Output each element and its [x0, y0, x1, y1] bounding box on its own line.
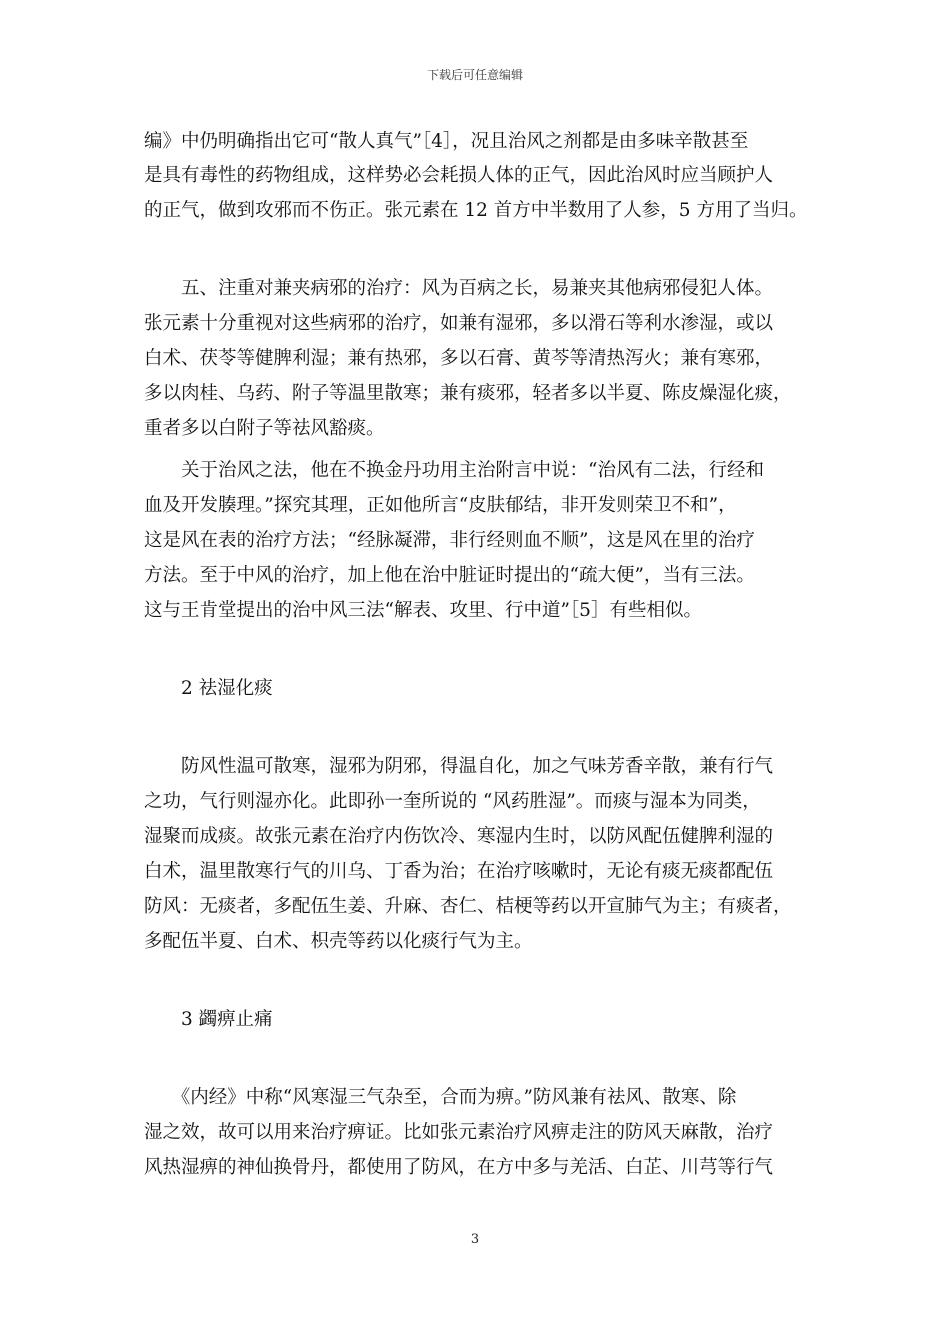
body-line: 防风：无痰者，多配伍生姜、升麻、杏仁、桔梗等药以开宣肺气为主；有痰者，	[144, 896, 792, 917]
page-number: 3	[470, 1232, 480, 1247]
section-heading: 3 蠲痹止痛	[144, 1009, 273, 1030]
body-line: 风热湿痹的神仙换骨丹，都使用了防风，在方中多与羌活、白芷、川芎等行气	[144, 1157, 774, 1178]
body-line: 是具有毒性的药物组成，这样势必会耗损人体的正气，因此治风时应当顾护人	[144, 165, 774, 186]
body-line: 多配伍半夏、白术、枳壳等药以化痰行气为主。	[144, 931, 533, 952]
section-heading: 2 祛湿化痰	[144, 678, 273, 699]
body-line: 五、注重对兼夹病邪的治疗：风为百病之长，易兼夹其他病邪侵犯人体。	[144, 278, 774, 299]
body-line: 方法。至于中风的治疗，加上他在治中脏证时提出的“疏大便”，当有三法。	[144, 565, 755, 586]
body-line: 张元素十分重视对这些病邪的治疗，如兼有湿邪，多以滑石等利水渗湿，或以	[144, 313, 774, 334]
body-line: 这与王肯堂提出的治中风三法“解表、攻里、行中道”［5］有些相似。	[144, 600, 702, 621]
body-line: 防风性温可散寒，湿邪为阴邪，得温自化，加之气味芳香辛散，兼有行气	[144, 756, 774, 777]
body-line: 这是风在表的治疗方法；“经脉凝滞，非行经则血不顺”，这是风在里的治疗	[144, 530, 755, 551]
body-line: 重者多以白附子等祛风豁痰。	[144, 418, 385, 439]
body-line: 关于治风之法，他在不换金丹功用主治附言中说：“治风有二法，行经和	[144, 460, 764, 481]
body-line: 《内经》中称“风寒湿三气杂至，合而为痹。”防风兼有祛风、散寒、除	[144, 1087, 737, 1108]
body-line: 白术，温里散寒行气的川乌、丁香为治；在治疗咳嗽时，无论有痰无痰都配伍	[144, 861, 774, 882]
body-line: 多以肉桂、乌药、附子等温里散寒；兼有痰邪，轻者多以半夏、陈皮燥湿化痰，	[144, 383, 792, 404]
body-line: 血及开发腠理。”探究其理，正如他所言“皮肤郁结，非开发则荣卫不和”，	[144, 495, 737, 516]
body-line: 湿聚而成痰。故张元素在治疗内伤饮冷、寒湿内生时，以防风配伍健脾利湿的	[144, 826, 774, 847]
body-line: 编》中仍明确指出它可“散人真气”［4］，况且治风之剂都是由多味辛散甚至	[144, 131, 749, 152]
page-header: 下载后可任意编辑	[426, 68, 523, 82]
body-line: 湿之效，故可以用来治疗痹证。比如张元素治疗风痹走注的防风天麻散，治疗	[144, 1122, 774, 1143]
body-line: 白术、茯苓等健脾利湿；兼有热邪，多以石膏、黄芩等清热泻火；兼有寒邪，	[144, 348, 774, 369]
body-line: 的正气，做到攻邪而不伤正。张元素在 12 首方中半数用了人参，5 方用了当归。	[144, 200, 808, 221]
body-line: 之功，气行则湿亦化。此即孙一奎所说的 “风药胜湿”。而痰与湿本为同类，	[144, 791, 761, 812]
